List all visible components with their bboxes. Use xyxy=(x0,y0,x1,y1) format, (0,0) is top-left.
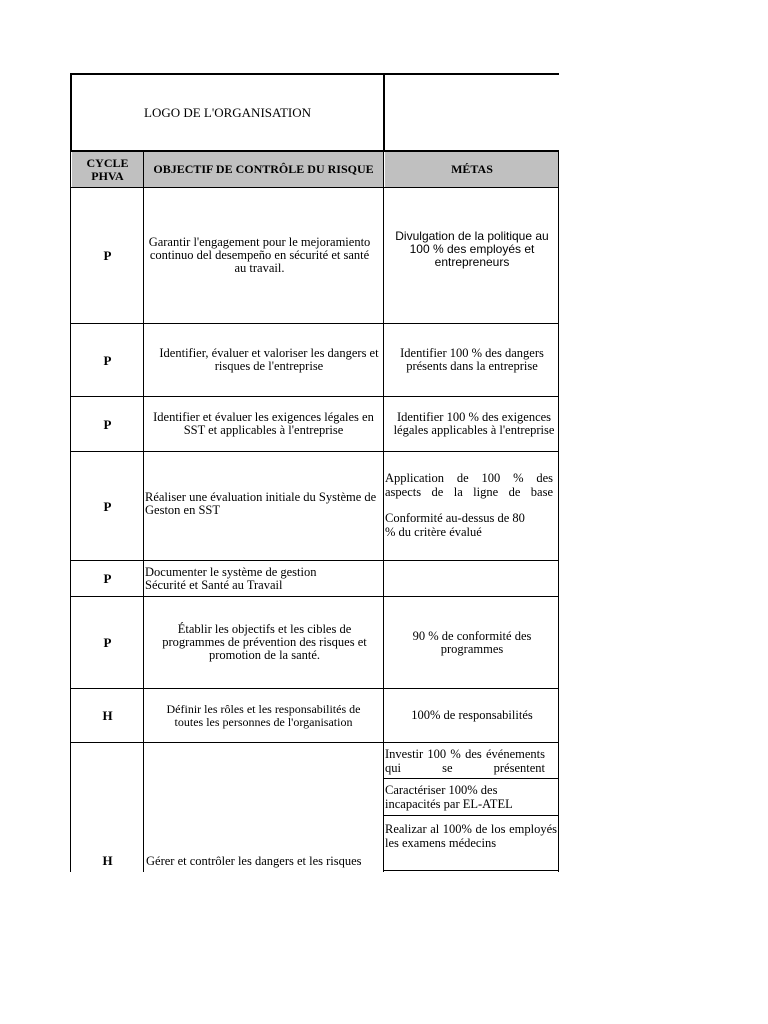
meta-text: Investir 100 % des événements qui se présentent xyxy=(385,747,545,775)
cycle-cell: H xyxy=(102,708,113,723)
cycle-cell: P xyxy=(103,416,112,432)
cycle-cell: P xyxy=(103,571,112,586)
meta-line: Conformité au-dessus de 80 % du critère évalué xyxy=(385,511,525,539)
cycle-cell: P xyxy=(103,248,112,263)
meta-subline xyxy=(383,815,559,816)
logo-separator xyxy=(383,73,385,152)
cycle-cell: P xyxy=(103,352,112,368)
header-cycle: CYCLE PHVA xyxy=(72,152,143,187)
objective-cell: Établir les objectifs et les cibles de programmes de prévention des risques et promotion de la santé. xyxy=(162,622,367,662)
header-objective: OBJECTIF DE CONTRÔLE DU RISQUE xyxy=(144,152,383,187)
meta-cell xyxy=(385,822,557,850)
meta-cell xyxy=(385,747,545,775)
cycle-cell: P xyxy=(103,498,112,514)
meta-cell xyxy=(385,561,559,596)
objective-cell: Définir les rôles et les responsabilités de toutes les personnes de l'organisation xyxy=(166,701,361,729)
row-line xyxy=(70,742,559,743)
meta-subline xyxy=(383,870,559,871)
meta-text: Realizar al 100% de los employés les examens médecins xyxy=(385,822,557,850)
cycle-cell: P xyxy=(103,635,112,650)
objective-cell: Documenter le système de gestion Sécurité et Santé au Travail xyxy=(145,564,317,592)
meta-cell: Identifier 100 % des exigences légales applicables à l'entreprise xyxy=(393,410,555,437)
meta-cell: Identifier 100 % des dangers présents dans la entreprise xyxy=(400,346,544,373)
meta-cell xyxy=(385,471,553,539)
objective-cell: Identifier, évaluer et valoriser les dangers et risques de l'entreprise xyxy=(159,346,379,373)
objective-cell: Identifier et évaluer les exigences légales en SST et applicables à l'entreprise xyxy=(153,410,374,437)
objective-cell: Réaliser une évaluation initiale du Système de Geston en SST xyxy=(145,490,377,517)
header-metas: MÉTAS xyxy=(385,152,559,187)
meta-line: Application de 100 % des aspects de la ligne de base xyxy=(385,471,553,499)
meta-cell: Caractériser 100% des incapacités par EL-ATEL xyxy=(385,783,513,811)
meta-cell: 90 % de conformité des programmes xyxy=(412,628,532,656)
objective-cell: Garantir l'engagement pour le mejoramiento continuo del desempeño en sécurité et santé au travail. xyxy=(148,235,371,275)
meta-cell: Divulgation de la politique au 100 % des employés et entrepreneurs xyxy=(395,228,549,269)
objective-cell: Gérer et contrôler les dangers et les risques xyxy=(146,854,362,868)
cycle-cell: H xyxy=(102,853,113,868)
logo-placeholder: LOGO DE L'ORGANISATION xyxy=(144,105,311,120)
meta-subline xyxy=(383,778,559,779)
table-left-border-lower xyxy=(70,150,71,872)
meta-cell: 100% de responsabilités xyxy=(411,708,533,722)
